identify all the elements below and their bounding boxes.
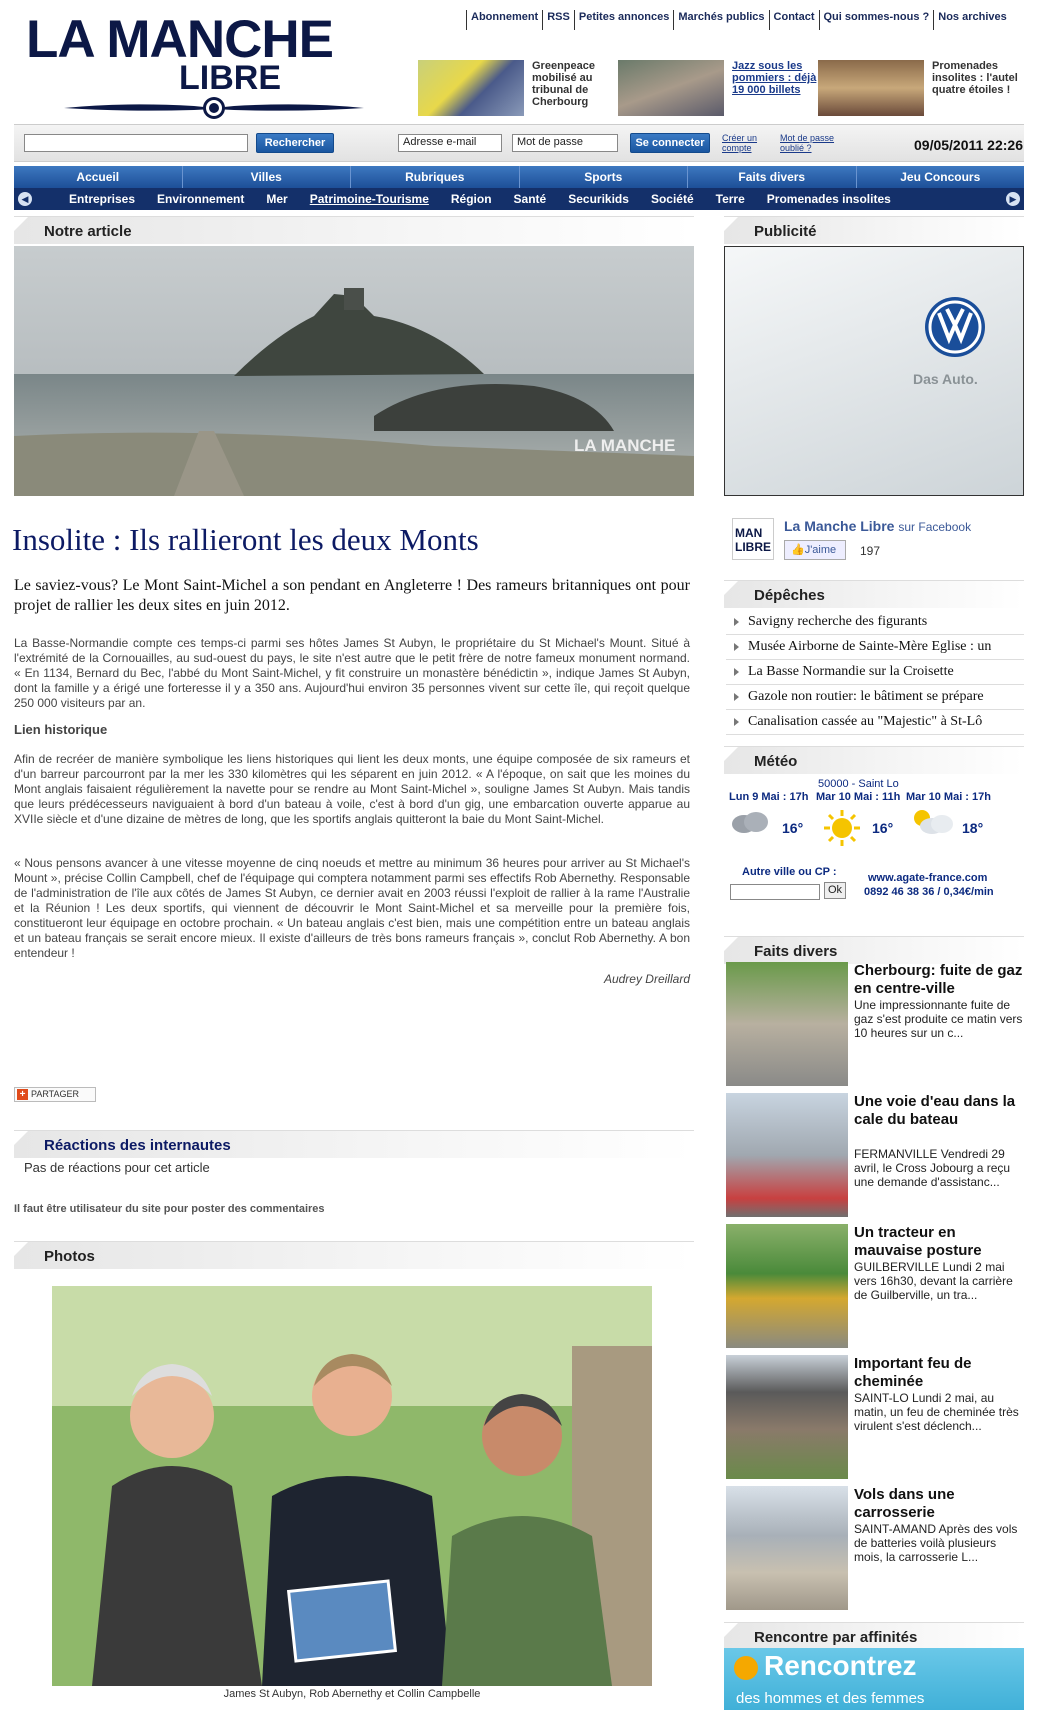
topnav-qui-sommes-nous[interactable]: Qui sommes-nous ?	[819, 10, 934, 30]
topnav-petites-annonces[interactable]: Petites annonces	[574, 10, 673, 30]
weather-site-link[interactable]: www.agate-france.com	[868, 872, 988, 884]
teaser-text[interactable]: Promenades insolites : l'autel quatre étoiles !	[932, 60, 1018, 96]
current-datetime: 09/05/2011 22:26	[914, 137, 1023, 153]
weather-temp: 16°	[782, 820, 804, 836]
photo-watermark: LA MANCHE	[574, 436, 676, 455]
weather-city: 50000 - Saint Lo	[818, 778, 899, 790]
weather-temp: 18°	[962, 820, 984, 836]
weather-day-label: Lun 9 Mai : 17h	[729, 791, 809, 803]
topnav-contact[interactable]: Contact	[769, 10, 819, 30]
topnav-marches-publics[interactable]: Marchés publics	[673, 10, 768, 30]
search-input[interactable]	[24, 134, 248, 152]
depeche-item[interactable]: Canalisation cassée au "Majestic" à St-Lô	[726, 710, 1024, 735]
depeche-item[interactable]: Savigny recherche des figurants	[726, 610, 1024, 635]
top-links	[466, 10, 1011, 30]
share-button[interactable]: + PARTAGER	[14, 1087, 96, 1102]
subnav-environnement[interactable]: Environnement	[157, 192, 245, 206]
weather-day-label: Mar 10 Mai : 17h	[906, 791, 991, 803]
subnav-mer[interactable]: Mer	[266, 192, 288, 206]
weather-day-label: Mar 10 Mai : 11h	[816, 791, 901, 803]
article-photo[interactable]	[14, 246, 694, 496]
section-title: Faits divers	[754, 943, 838, 960]
email-field[interactable]: Adresse e-mail	[398, 134, 502, 152]
nav-rubriques[interactable]: Rubriques	[351, 166, 520, 188]
forgot-password-link[interactable]: Mot de passe oublié ?	[780, 133, 835, 153]
no-reactions-text: Pas de réactions pour cet article	[24, 1160, 210, 1175]
depeche-item[interactable]: La Basse Normandie sur la Croisette	[726, 660, 1024, 685]
thumb-up-icon: 👍	[791, 544, 805, 556]
section-header-article	[14, 216, 694, 244]
nav-jeu-concours[interactable]: Jeu Concours	[900, 170, 981, 184]
depeche-item[interactable]: Musée Airborne de Sainte-Mère Eglise : un	[726, 635, 1024, 660]
logo-wings-icon	[64, 94, 364, 124]
teaser-item[interactable]	[418, 60, 618, 124]
sun-icon	[822, 808, 862, 848]
section-header-rencontre	[724, 1622, 1024, 1650]
fb-page-name-text[interactable]: La Manche Libre	[784, 518, 895, 534]
section-header-reactions	[14, 1130, 694, 1158]
mont-photo-image	[14, 246, 694, 496]
topnav-nos-archives[interactable]: Nos archives	[933, 10, 1010, 30]
vw-advert[interactable]	[724, 246, 1024, 496]
subnav-region[interactable]: Région	[450, 192, 492, 206]
news-excerpt: GUILBERVILLE Lundi 2 mai vers 16h30, devant la carrière de Guilberville, un tra...	[854, 1260, 1013, 1302]
news-thumb[interactable]	[726, 1355, 848, 1479]
header-teasers	[418, 60, 1024, 124]
news-item[interactable]	[726, 1093, 1024, 1217]
topnav-abonnement[interactable]: Abonnement	[466, 10, 542, 30]
weather-ok-button[interactable]: Ok	[824, 882, 846, 899]
create-account-link[interactable]: Créer un compte	[722, 133, 758, 153]
news-excerpt: SAINT-LO Lundi 2 mai, au matin, un feu de cheminée très virulent s'est déclench...	[854, 1391, 1019, 1433]
section-header-meteo	[724, 746, 1024, 774]
rencontre-banner[interactable]	[724, 1648, 1024, 1710]
cloud-icon	[730, 808, 770, 834]
news-thumb[interactable]	[726, 1224, 848, 1348]
weather-other-city-label: Autre ville ou CP :	[742, 866, 837, 878]
section-title: Météo	[754, 753, 798, 770]
news-excerpt: FERMANVILLE Vendredi 29 avril, le Cross Jobourg a reçu une demande d'assistanc...	[854, 1147, 1011, 1189]
teaser-item[interactable]	[618, 60, 818, 124]
sub-nav	[14, 188, 1024, 210]
section-header-ad	[724, 216, 1024, 244]
vw-logo-icon	[923, 295, 987, 359]
news-item[interactable]	[726, 1486, 1024, 1610]
fb-on-text: sur Facebook	[898, 520, 972, 534]
news-thumb[interactable]	[726, 1093, 848, 1217]
svg-text:LIBRE: LIBRE	[735, 540, 771, 554]
weather-temp: 16°	[872, 820, 894, 836]
logo-line2: LIBRE	[179, 59, 281, 97]
news-excerpt: Une impressionnante fuite de gaz s'est produite ce matin vers 10 heures sur un c...	[854, 998, 1023, 1040]
rencontre-logo-icon	[734, 1656, 758, 1680]
gallery-photo[interactable]	[52, 1286, 652, 1686]
subnav-sante[interactable]: Santé	[513, 192, 547, 206]
search-button[interactable]: Rechercher	[256, 133, 334, 153]
three-men-photo-image	[52, 1286, 652, 1686]
subnav-entreprises[interactable]: Entreprises	[69, 192, 136, 206]
section-title: Dépêches	[754, 587, 825, 604]
nav-sports[interactable]: Sports	[520, 166, 689, 188]
login-required-text: Il faut être utilisateur du site pour poster des commentaires	[14, 1203, 325, 1215]
photo-caption: James St Aubyn, Rob Abernethy et Collin Campbelle	[223, 1688, 481, 1700]
article-title: Insolite : Ils rallieront les deux Monts	[12, 522, 479, 557]
news-item[interactable]	[726, 1355, 1024, 1479]
section-header-photos	[14, 1241, 694, 1269]
logo-line1: LA MANCHE	[26, 10, 334, 69]
news-title[interactable]: Un tracteur en mauvaise posture	[854, 1224, 982, 1259]
section-title: Notre article	[44, 223, 132, 240]
news-title[interactable]: Cherbourg: fuite de gaz en centre-ville	[854, 962, 1023, 997]
article-paragraph: « Nous pensons avancer à une vitesse moyenne de cinq noeuds et mettre au minimum 36 heures pour arriver au St Michael's Mount », précise Collin Campbell, chef de l'équipage qui comptera notamment parmi ses effectifs Rob Abernethy. Responsable de l'administration de l'île aux côtés de James St Aubyn, ce dernier avait en 2003 réussi l'exploit de rallier à la rame l'Australie et la Réunion ! Les deux sportifs, qui viennent de découvrir le Mont Saint-Michel et sa merveille pour la première fois, constitueront leur équipage en octobre prochain. « Un bateau anglais c'est bien, mais une compétition entre un bateau anglais et un bateau français se serait encore mieux. Il existe d'ailleurs de très bons rameurs français », conclut Rob Abernethy. A bon entendeur !	[14, 856, 690, 960]
weather-city-input[interactable]	[730, 884, 820, 900]
nav-accueil[interactable]: Accueil	[14, 166, 183, 188]
fb-page-name[interactable]	[784, 518, 971, 534]
password-field[interactable]: Mot de passe	[512, 134, 618, 152]
teaser-text[interactable]: Greenpeace mobilisé au tribunal de Cherbourg	[532, 60, 595, 108]
weather-phone: 0892 46 38 36 / 0,34€/min	[864, 886, 994, 898]
section-title: Réactions des internautes	[44, 1137, 231, 1154]
search-login-bar	[14, 124, 1024, 162]
teaser-item[interactable]	[818, 60, 1018, 124]
article-paragraph: Afin de recréer de manière symbolique les liens historiques qui lient les deux monts, une équipe composée de six rameurs et d'un barreur parcourront par la mer les 330 kilomètres qui les séparent en juin 2012. « A l'époque, on sait que les moines du Mont anglais faisaient régulièrement la navette pour se rendre au Mont Saint-Michel », souligne James St Aubyn. Mais tandis que leurs prédécesseurs naviguaient à bord d'un bateau à voile, c'est à bord d'un gig, une embarcation ouverte apparue au XVIIe siècle et d'une dizaine de mètres de long, que les sportifs anglais quitteront la baie du Mont Saint-Michel.	[14, 752, 690, 826]
section-title: Rencontre par affinités	[754, 1629, 918, 1646]
section-title: Publicité	[754, 223, 817, 240]
fb-like-label: J'aime	[804, 544, 837, 556]
subnav-promenades-insolites[interactable]: Promenades insolites	[766, 192, 891, 206]
subnav-patrimoine-tourisme[interactable]: Patrimoine-Tourisme	[309, 192, 429, 206]
section-header-depeches	[724, 580, 1024, 608]
connect-button[interactable]: Se connecter	[630, 133, 710, 153]
site-logo[interactable]	[14, 6, 414, 122]
facebook-widget	[732, 518, 1022, 568]
subnav-prev-icon[interactable]: ◀	[18, 192, 32, 206]
news-thumb[interactable]	[726, 962, 848, 1086]
teaser-text[interactable]: Jazz sous les pommiers : déjà 19 000 billets	[732, 60, 817, 96]
rencontre-title: Rencontrez	[764, 1650, 917, 1681]
subnav-next-icon[interactable]: ▶	[1006, 192, 1020, 206]
teaser-thumb[interactable]	[618, 60, 724, 116]
subnav-securikids[interactable]: Securikids	[568, 192, 629, 206]
article-subheading: Lien historique	[14, 722, 108, 737]
sun-cloud-icon	[906, 806, 956, 836]
news-title[interactable]: Vols dans une carrosserie	[854, 1486, 955, 1521]
news-excerpt: SAINT-AMAND Après des vols de batteries voilà plusieurs mois, la carrosserie L...	[854, 1522, 1018, 1564]
news-title[interactable]: Important feu de cheminée	[854, 1355, 972, 1390]
fb-page-logo[interactable]	[732, 518, 774, 560]
svg-text:MAN: MAN	[735, 526, 763, 540]
fb-like-count: 197	[860, 544, 881, 558]
article-author: Audrey Dreillard	[603, 972, 690, 986]
teaser-thumb[interactable]	[418, 60, 524, 116]
fb-like-button[interactable]	[784, 540, 846, 560]
teaser-thumb[interactable]	[818, 60, 924, 116]
topnav-rss[interactable]: RSS	[542, 10, 574, 30]
article-lead: Le saviez-vous? Le Mont Saint-Michel a son pendant en Angleterre ! Des rameurs britanniques ont pour projet de rallier les deux sites en juin 2012.	[14, 577, 690, 614]
rencontre-subtitle: des hommes et des femmes	[736, 1690, 925, 1707]
nav-villes[interactable]: Villes	[183, 166, 352, 188]
news-item[interactable]	[726, 1224, 1024, 1348]
subnav-terre[interactable]: Terre	[715, 192, 745, 206]
news-title[interactable]: Une voie d'eau dans la cale du bateau	[854, 1093, 1016, 1128]
main-nav	[14, 166, 1024, 188]
article-paragraph: La Basse-Normandie compte ces temps-ci parmi ses hôtes James St Aubyn, le propriétaire du St Michael's Mount. Situé à l'extrémité de la Cornouailles, au sud-ouest du pays, le site n'est autre que le petit frère de notre fameux monument normand. « En 1134, Bernard du Bec, l'abbé du Mont Saint-Michel, y fit construire un monastère bénédictin », indique James St Aubyn, dont la famille y a érigé une forteresse il y a 350 ans. Aujourd'hui environ 35 personnes vivent sur cette île, qui reçoit quelque 250 000 visiteurs par an.	[14, 636, 690, 710]
weather-widget	[726, 776, 1024, 906]
news-thumb[interactable]	[726, 1486, 848, 1610]
nav-faits-divers[interactable]: Faits divers	[688, 166, 857, 188]
section-title: Photos	[44, 1248, 95, 1265]
section-header-faits-divers	[724, 936, 1024, 964]
depeche-item[interactable]: Gazole non routier: le bâtiment se prépare	[726, 685, 1024, 710]
news-item[interactable]	[726, 962, 1024, 1086]
subnav-societe[interactable]: Société	[650, 192, 694, 206]
ad-brand-text: Das Auto.	[913, 371, 978, 387]
